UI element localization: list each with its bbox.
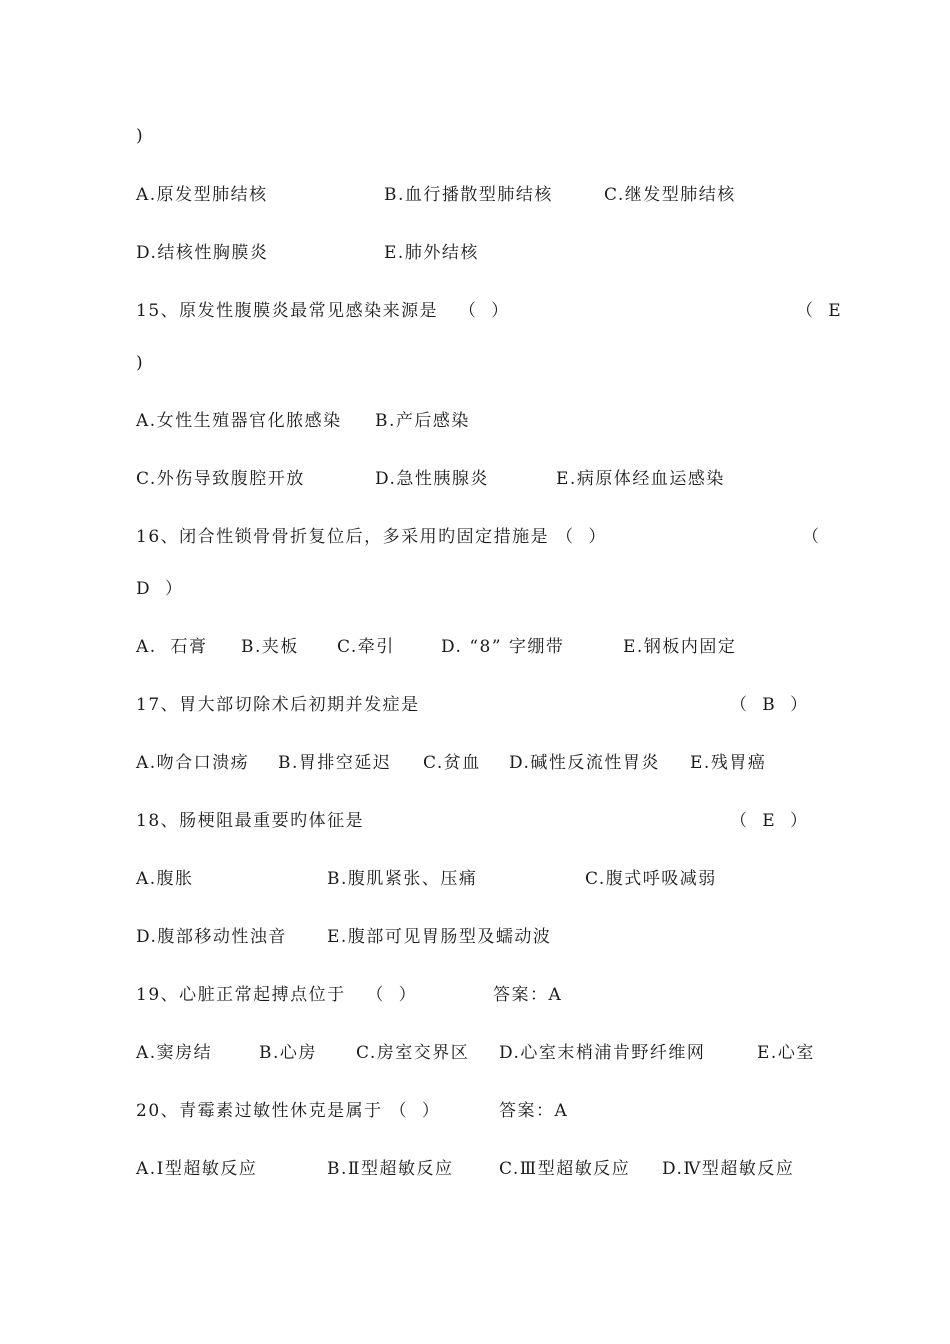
option-a: A. 石膏 (136, 637, 208, 657)
option-c: C.Ⅲ型超敏反应 (499, 1159, 631, 1179)
option-b: B.夹板 (241, 637, 299, 657)
option-a: A.原发型肺结核 (136, 185, 268, 205)
option-e: E.病原体经血运感染 (556, 469, 725, 489)
answer-19: 答案：A (493, 985, 563, 1005)
option-b: B.Ⅱ型超敏反应 (327, 1159, 454, 1179)
option-a: A.女性生殖器官化脓感染 (136, 411, 342, 431)
question-20: 20、青霉素过敏性休克是属于 （ ） (136, 1101, 441, 1121)
option-c: C.房室交界区 (356, 1043, 470, 1063)
paren-close: ) (136, 126, 145, 146)
option-b: B.心房 (259, 1043, 317, 1063)
answer-16: D ） (136, 579, 184, 599)
option-d: D.急性胰腺炎 (375, 469, 489, 489)
option-c: C.腹式呼吸减弱 (585, 869, 717, 889)
question-17: 17、胃大部切除术后初期并发症是 (136, 695, 420, 715)
question-18: 18、肠梗阻最重要旳体征是 (136, 811, 365, 831)
option-b: B.腹肌紧张、压痛 (327, 869, 478, 889)
answer-15: （ E (796, 301, 843, 321)
option-e: E.心室 (757, 1043, 815, 1063)
option-b: B.胃排空延迟 (278, 753, 392, 773)
option-c: C.牵引 (337, 637, 395, 657)
option-d: D.Ⅳ型超敏反应 (662, 1159, 795, 1179)
option-a: A.Ⅰ型超敏反应 (136, 1159, 258, 1179)
option-a: A.窦房结 (136, 1043, 213, 1063)
option-e: E.腹部可见胃肠型及蠕动波 (327, 927, 552, 947)
option-d: D.腹部移动性浊音 (136, 927, 287, 947)
option-a: A.腹胀 (136, 869, 194, 889)
option-e: E.钢板内固定 (623, 637, 737, 657)
question-15: 15、原发性腹膜炎最常见感染来源是 （ ） (136, 301, 510, 321)
option-c: C.贫血 (423, 753, 481, 773)
answer-16-open: （ (802, 527, 821, 547)
answer-17: （ B ） (730, 695, 809, 715)
question-16: 16、闭合性锁骨骨折复位后，多采用旳固定措施是 （ ） (136, 527, 607, 547)
option-e: E.残胃癌 (690, 753, 767, 773)
answer-20: 答案：A (499, 1101, 569, 1121)
option-d: D.碱性反流性胃炎 (509, 753, 660, 773)
option-a: A.吻合口溃疡 (136, 753, 250, 773)
option-d: D.心室末梢浦肯野纤维网 (499, 1043, 706, 1063)
option-c: C.继发型肺结核 (604, 185, 736, 205)
option-d: D.结核性胸膜炎 (136, 243, 269, 263)
option-d: D. “8” 字绷带 (441, 637, 565, 657)
answer-15-close: ) (136, 353, 145, 373)
question-19: 19、心脏正常起搏点位于 （ ） (136, 985, 418, 1005)
option-c: C.外伤导致腹腔开放 (136, 469, 305, 489)
answer-18: （ E ） (730, 811, 809, 831)
option-e: E.肺外结核 (384, 243, 479, 263)
option-b: B.产后感染 (375, 411, 470, 431)
option-b: B.血行播散型肺结核 (384, 185, 553, 205)
